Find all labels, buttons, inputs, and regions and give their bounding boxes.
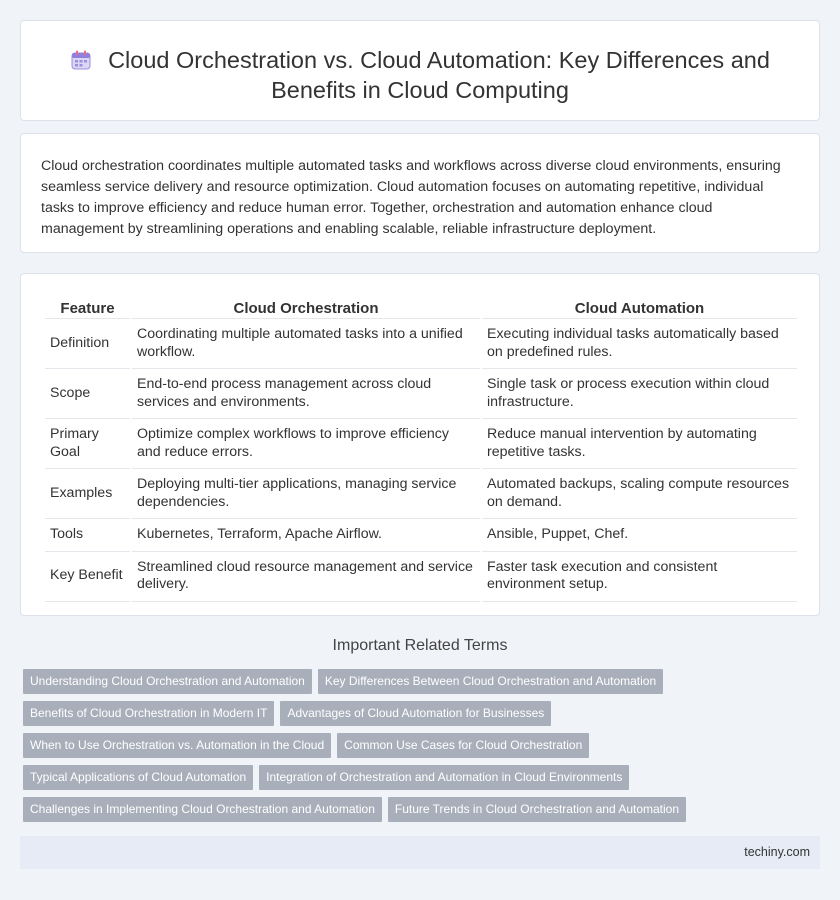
tag-row [23, 669, 723, 701]
related-terms-heading: Important Related Terms [332, 637, 508, 654]
summary-card [20, 133, 820, 253]
automation-cell: Reduce manual intervention by automating repetitive tasks. [482, 419, 797, 469]
table-row [45, 369, 797, 419]
site-link[interactable]: techiny.com [744, 845, 810, 859]
page-title [108, 47, 770, 103]
table-row [45, 552, 797, 602]
automation-cell: Single task or process execution within cloud infrastructure. [482, 369, 797, 419]
feature-cell: Scope [45, 369, 130, 419]
related-term-tag[interactable]: Challenges in Implementing Cloud Orchestration and Automation [23, 797, 382, 822]
calendar-icon [70, 49, 92, 71]
header-orchestration: Cloud Orchestration [132, 295, 480, 319]
automation-cell: Ansible, Puppet, Chef. [482, 519, 797, 552]
automation-cell: Executing individual tasks automatically based on predefined rules. [482, 319, 797, 369]
orchestration-cell: Coordinating multiple automated tasks into a unified workflow. [132, 319, 480, 369]
automation-cell: Faster task execution and consistent environment setup. [482, 552, 797, 602]
orchestration-cell: Deploying multi-tier applications, managing service dependencies. [132, 469, 480, 519]
title-wrap [21, 45, 819, 105]
orchestration-cell: End-to-end process management across cloud services and environments. [132, 369, 480, 419]
orchestration-cell: Kubernetes, Terraform, Apache Airflow. [132, 519, 480, 552]
related-term-tag[interactable]: Understanding Cloud Orchestration and Automation [23, 669, 312, 694]
related-terms-list [23, 669, 723, 829]
orchestration-cell: Streamlined cloud resource management and service delivery. [132, 552, 480, 602]
feature-cell: Definition [45, 319, 130, 369]
table-header-row [45, 295, 797, 319]
orchestration-cell: Optimize complex workflows to improve efficiency and reduce errors. [132, 419, 480, 469]
related-term-tag[interactable]: Key Differences Between Cloud Orchestration and Automation [318, 669, 663, 694]
related-term-tag[interactable]: Benefits of Cloud Orchestration in Modern IT [23, 701, 274, 726]
related-term-tag[interactable]: Integration of Orchestration and Automation in Cloud Environments [259, 765, 629, 790]
related-term-tag[interactable]: Advantages of Cloud Automation for Businesses [280, 701, 551, 726]
page-title-line-1: Cloud Orchestration vs. Cloud Automation: Key Differences and [108, 47, 770, 73]
tag-row [23, 765, 723, 797]
header-automation: Cloud Automation [482, 295, 797, 319]
comparison-card [20, 273, 820, 616]
automation-cell: Automated backups, scaling compute resources on demand. [482, 469, 797, 519]
tag-row [23, 733, 723, 765]
related-term-tag[interactable]: When to Use Orchestration vs. Automation in the Cloud [23, 733, 331, 758]
page-title-line-2: Benefits in Cloud Computing [271, 77, 569, 103]
feature-cell: Key Benefit [45, 552, 130, 602]
feature-cell: Examples [45, 469, 130, 519]
summary-text: Cloud orchestration coordinates multiple automated tasks and workflows across diverse cloud environments, ensuring seamless service delivery and resource optimization. Cloud automation focuses on automating repetitive, individual tasks to improve efficiency and reduce human error. Together, orchestration and automation enhance cloud management by streamlining operations and enabling scalable, reliable infrastructure deployment. [41, 158, 781, 237]
related-term-tag[interactable]: Common Use Cases for Cloud Orchestration [337, 733, 589, 758]
table-row [45, 519, 797, 552]
feature-cell: Primary Goal [45, 419, 130, 469]
tag-row [23, 797, 723, 829]
feature-cell: Tools [45, 519, 130, 552]
header-feature: Feature [45, 295, 130, 319]
related-term-tag[interactable]: Typical Applications of Cloud Automation [23, 765, 253, 790]
table-row [45, 419, 797, 469]
title-card [20, 20, 820, 121]
table-row [45, 319, 797, 369]
table-row [45, 469, 797, 519]
comparison-table [43, 295, 799, 602]
footer [20, 836, 820, 869]
related-term-tag[interactable]: Future Trends in Cloud Orchestration and Automation [388, 797, 686, 822]
tag-row [23, 701, 723, 733]
